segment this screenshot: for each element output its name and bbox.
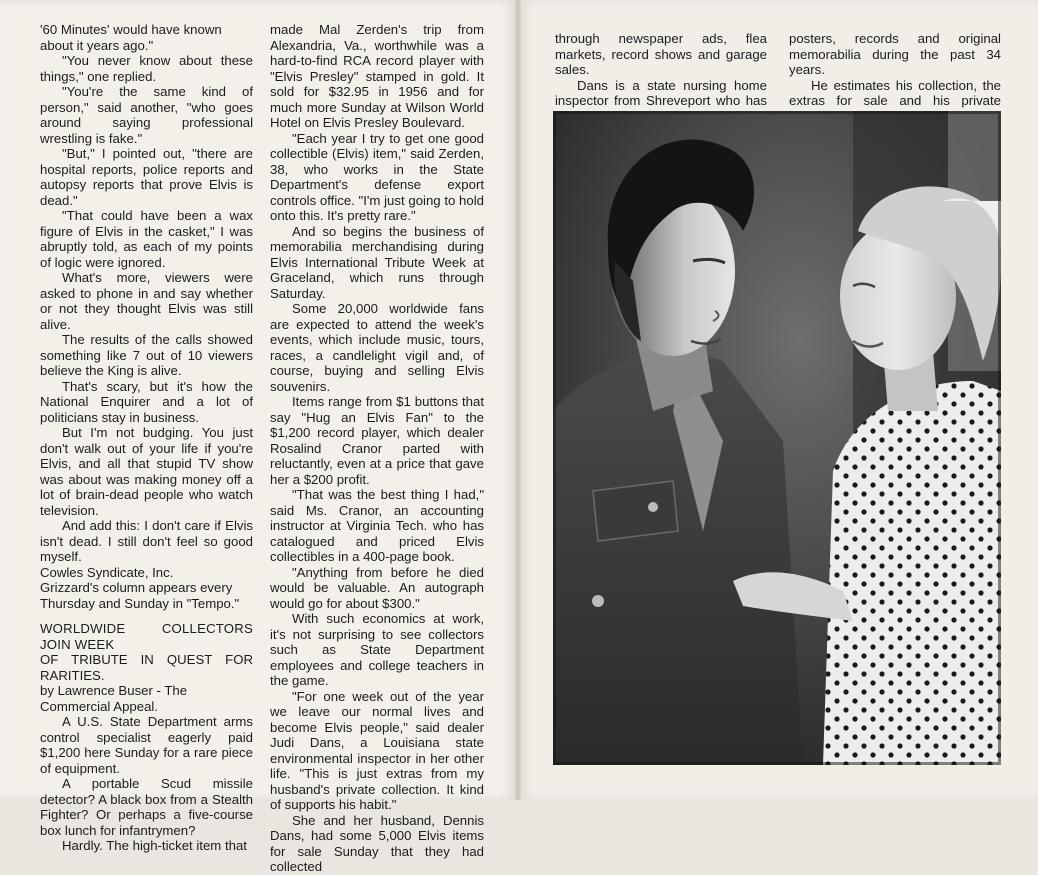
article-headline-line-2: OF TRIBUTE IN QUEST FOR RARITIES.	[40, 652, 253, 683]
paragraph: '60 Minutes' would have known about it years ago."	[40, 22, 222, 53]
paragraph: Items range from $1 buttons that say "Hug an Elvis Fan" to the $1,200 record player, which dealer Rosalind Cranor parted with reluctantly, even at a price that gave her a $200 profit.	[270, 394, 484, 487]
elvis-photograph	[553, 111, 1001, 765]
paragraph: A portable Scud missile detector? A black box from a Stealth Fighter? Or perhaps a five-course box lunch for infantrymen?	[40, 776, 253, 838]
paragraph: "That was the best thing I had," said Ms. Cranor, an accounting instructor at Virginia Tech. who has catalogued and priced Elvis collectibles in a 400-page book.	[270, 487, 484, 564]
paragraph: That's scary, but it's how the National Enquirer and a lot of politicians stay in business.	[40, 378, 253, 425]
paragraph: made Mal Zerden's trip from Alexandria, Va., worthwhile was a hard-to-find RCA record player with "Elvis Presley" stamped in gold. It sold for $32.95 in 1956 and for much more Sunday at Wilson World Hotel on Elvis Presley Boulevard.	[270, 22, 484, 130]
paragraph: The results of the calls showed something like 7 out of 10 viewers believe the King is alive.	[40, 332, 253, 378]
paragraph: A U.S. State Department arms control specialist eagerly paid $1,200 here Sunday for a rare piece of equipment.	[40, 714, 253, 776]
column-note: Grizzard's column appears every Thursday and Sunday in "Tempo."	[40, 580, 240, 611]
paragraph: "Each year I try to get one good collectible (Elvis) item," said Zerden, 38, who works in the State Department's defense export controls office. "I'm just going to hold onto this. It's pretty rare."	[270, 130, 484, 223]
paragraph: "Anything from before he died would be valuable. An autograph would go for about $300."	[270, 564, 484, 611]
article-headline-line-1: WORLDWIDE COLLECTORS JOIN WEEK	[40, 621, 253, 652]
paragraph: "But," I pointed out, "there are hospital reports, police reports and autopsy reports that prove Elvis is dead."	[40, 146, 253, 208]
paragraph: through newspaper ads, flea markets, record shows and garage sales.	[555, 31, 767, 77]
paragraph: Dans is a state nursing home inspector from Shreveport who has	[555, 77, 767, 108]
paragraph: "You're the same kind of person," said another, "who goes around saying professional wrestling is fake."	[40, 84, 253, 146]
paragraph: And add this: I don't care if Elvis isn't dead. I still don't feel so good myself.	[40, 518, 253, 564]
paragraph: "For one week out of the year we leave our normal lives and become Elvis people," said dealer Judi Dans, a Louisiana state environmental inspector in her other life. "This is just extras from my husband's private collection. It kind of supports his habit."	[270, 688, 484, 812]
paragraph: And so begins the business of memorabilia merchandising during Elvis International Tribute Week at Graceland, which runs through Saturday.	[270, 223, 484, 301]
paragraph: "That could have been a wax figure of Elvis in the casket," I was abruptly told, as each of my points of logic were ignored.	[40, 208, 253, 270]
syndicate-credit: Cowles Syndicate, Inc.	[40, 564, 174, 580]
paragraph: But I'm not budging. You just don't walk out of your life if you're Elvis, and all that stupid TV show was about was making money off a lot of brain-dead people who watch television.	[40, 425, 253, 518]
paragraph: She and her husband, Dennis Dans, had some 5,000 Elvis items for sale Sunday that they had collected	[270, 812, 484, 874]
paragraph: With such economics at work, it's not surprising to see collectors such as State Department employees and college teachers in the game.	[270, 611, 484, 688]
article-byline: by Lawrence Buser - The Commercial Appeal.	[40, 683, 188, 714]
paragraph: He estimates his collection, the extras for sale and his private	[789, 77, 1001, 108]
paragraph: "You never know about these things," one replied.	[40, 53, 253, 84]
book-gutter	[515, 0, 521, 800]
paragraph: Hardly. The high-ticket item that	[62, 838, 247, 853]
paragraph: What's more, viewers were asked to phone in and say whether or not they thought Elvis was still alive.	[40, 270, 253, 332]
paragraph: posters, records and original memorabilia during the past 34 years.	[789, 31, 1001, 77]
paragraph: Some 20,000 worldwide fans are expected to attend the week's events, which include music, tours, races, a candlelight vigil and, of course, buying and selling Elvis souvenirs.	[270, 301, 484, 394]
column-1	[40, 22, 253, 854]
column-2	[270, 22, 484, 875]
